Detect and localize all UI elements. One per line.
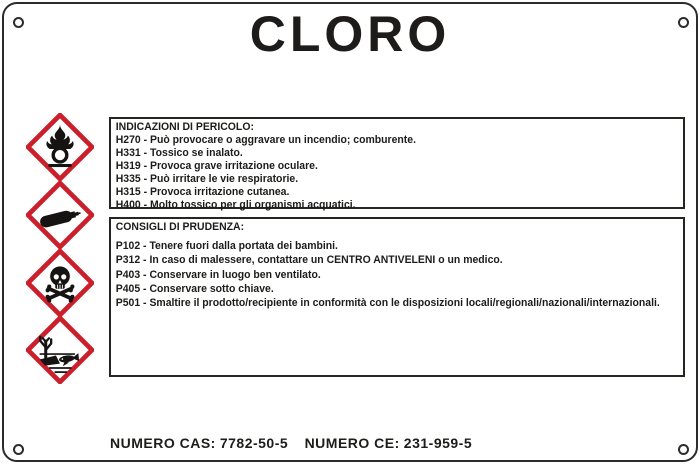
registry-numbers-line bbox=[110, 435, 472, 452]
ce-number-value: 231-959-5 bbox=[403, 435, 473, 451]
gas-cylinder-icon bbox=[26, 181, 94, 249]
precautionary-statements-box bbox=[109, 217, 685, 377]
cas-number-value: 7782-50-5 bbox=[219, 435, 289, 451]
precaution-line: P403 - Conservare in luogo ben ventilato. bbox=[115, 268, 321, 281]
precaution-line: P501 - Smaltire il prodotto/recipiente in conformità con le disposizioni locali/regionali/nazionali/internazionali. bbox=[115, 297, 660, 310]
hazard-line: H319 - Provoca grave irritazione oculare. bbox=[115, 160, 318, 172]
ce-number-label: NUMERO CE: bbox=[304, 435, 400, 451]
hazard-line: H331 - Tossico se inalato. bbox=[115, 147, 243, 159]
cas-number-label: NUMERO CAS: bbox=[110, 435, 216, 451]
skull-crossbones-icon bbox=[26, 249, 94, 317]
hazard-box-header: INDICAZIONI DI PERICOLO: bbox=[115, 121, 254, 133]
precaution-line: P405 - Conservare sotto chiave. bbox=[115, 282, 274, 295]
hazard-line: H400 - Molto tossico per gli organismi acquatici. bbox=[115, 199, 356, 211]
safety-sign-panel bbox=[2, 2, 698, 462]
hazard-line: H315 - Provoca irritazione cutanea. bbox=[115, 186, 290, 198]
sign-title: CLORO bbox=[249, 6, 451, 62]
hazard-statements-box bbox=[109, 117, 685, 209]
precaution-line: P102 - Tenere fuori dalla portata dei bambini. bbox=[115, 240, 338, 252]
hazard-line: H270 - Può provocare o aggravare un incendio; comburente. bbox=[115, 134, 416, 146]
environment-hazard-icon bbox=[26, 316, 94, 384]
hazard-line: H335 - Può irritare le vie respiratorie. bbox=[115, 173, 299, 185]
precaution-line: P312 - In caso di malessere, contattare un CENTRO ANTIVELENI o un medico. bbox=[115, 254, 503, 267]
precaution-box-header: CONSIGLI DI PRUDENZA: bbox=[115, 221, 245, 233]
flame-over-circle-icon bbox=[26, 113, 94, 181]
screw-hole-bottom-left bbox=[13, 444, 24, 455]
screw-hole-bottom-right bbox=[678, 444, 689, 455]
